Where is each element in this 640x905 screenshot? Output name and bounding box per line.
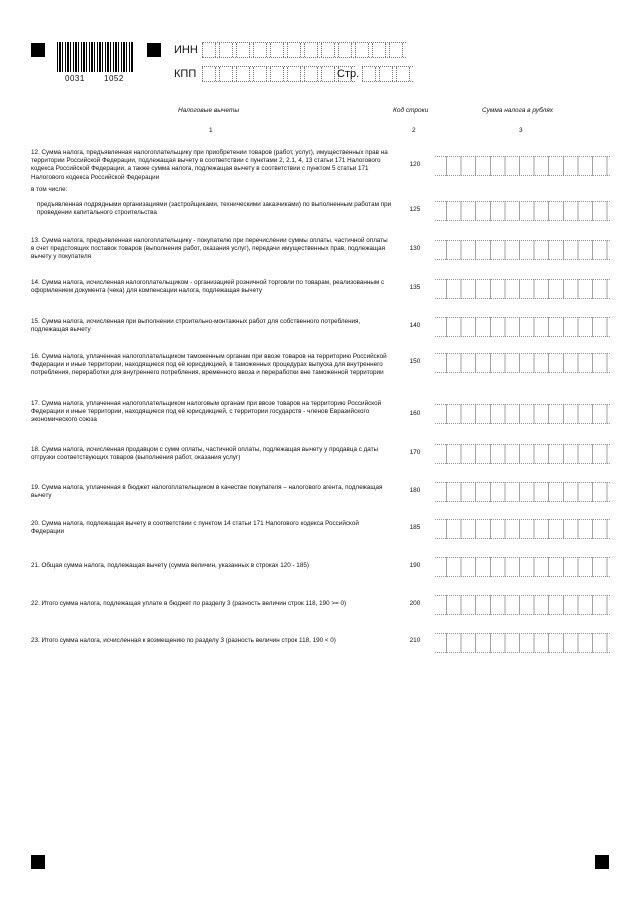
row-160-text: 17. Сумма налога, уплаченная налогоплательщиком налоговым органам при ввозе товаров на территорию Российской Федерации и иные территории, находящиеся под её юрисдикцией, с территории государств - членов Евразийского экономического союза [31,400,382,424]
row-210-text: 23. Итого сумма налога, исчисленная к возмещению по разделу 3 (разность величин строк 118, 190 < 0) [31,637,336,644]
column-number-2: 2 [412,127,416,134]
row-120-code: 120 [409,161,421,168]
row-125-text: предъявленная подрядными организациями (застройщиками, техническими заказчиками) по выполненным работам при проведении капитального строительства [37,201,392,217]
row-150-text: 16. Сумма налога, уплаченная налогоплательщиком таможенным органам при ввозе товаров на территорию Российской Федерации и иные территории, находящиеся под её юрисдикцией, в таможенных процедурах выпуска для внутреннего потребления, переработки для внутреннего потребления, временного ввоза и переработки вне таможенной территории [31,353,387,377]
row-210-code: 210 [409,637,421,644]
column-header-code: Код строки [393,107,429,114]
inn-label: ИНН [174,44,198,56]
column-number-1: 1 [209,127,213,134]
corner-marker-bottom-right [595,855,609,869]
page-number-field[interactable] [362,66,413,82]
row-125-amount-field[interactable] [435,201,610,221]
row-190-amount-field[interactable] [435,557,610,577]
row-150-amount-field[interactable] [435,353,610,373]
page-label: Стр. [337,68,360,80]
inn-field[interactable] [202,42,406,58]
row-130-text: 13. Сумма налога, предъявленная налогоплательщику - покупателю при перечислении суммы оплаты, частичной оплаты в счет предстоящих поставок товаров (выполнения работ, оказания услуг), передачи имущественных прав, подлежащая вычету у покупателя [31,237,388,261]
row-170-text: 18. Сумма налога, исчисленная продавцом с сумм оплаты, частичной оплаты, подлежащая вычету у продавца с даты отгрузки соответствующих товаров (выполнения работ, оказания услуг) [31,446,379,462]
barcode-number-right: 1052 [104,74,124,83]
row-170-amount-field[interactable] [435,444,610,464]
barcode-number-left: 0031 [65,74,85,83]
row-190-text: 21. Общая сумма налога, подлежащая вычету (сумма величин, указанных в строках 120 - 185) [31,562,309,569]
row-140-code: 140 [409,322,421,329]
column-number-3: 3 [519,127,523,134]
kpp-field[interactable] [202,66,355,82]
row-140-amount-field[interactable] [435,317,610,337]
row-150-code: 150 [409,358,421,365]
row-190-code: 190 [409,562,421,569]
row-185-amount-field[interactable] [435,519,610,539]
corner-marker-top-left [31,43,45,57]
row-120-amount-field[interactable] [435,156,610,176]
row-180-amount-field[interactable] [435,482,610,502]
row-135-text: 14. Сумма налога, исчисленная налогоплательщиком - организацией розничной торговли по товарам, реализованным с оформлением документа (чека) для компенсации налога, подлежащая вычету [31,279,385,295]
row-140-text: 15. Сумма налога, исчисленная при выполнении строительно-монтажных работ для собственного потребления, подлежащая вычету [31,318,361,334]
corner-marker-top-middle [147,43,161,57]
row-200-code: 200 [409,600,421,607]
kpp-label: КПП [174,68,197,80]
row-180-code: 180 [409,487,421,494]
row-170-code: 170 [409,449,421,456]
row-185-text: 20. Сумма налога, подлежащая вычету в соответствии с пунктом 14 статьи 171 Налогового кодекса Российской Федерации [31,520,359,536]
row-160-amount-field[interactable] [435,404,610,424]
row-130-amount-field[interactable] [435,240,610,260]
including-label: в том числе: [31,186,68,193]
row-180-text: 19. Сумма налога, уплаченная в бюджет налогоплательщиком в качестве покупателя – налогового агента, подлежащая вычету [31,484,383,500]
row-160-code: 160 [409,410,421,417]
row-200-text: 22. Итого сумма налога, подлежащая уплате в бюджет по разделу 3 (разность величин строк 118, 190 >= 0) [31,600,347,607]
row-135-code: 135 [409,284,421,291]
column-header-amount: Сумма налога в рублях [482,107,554,114]
column-header-deductions: Налоговые вычеты [178,107,240,114]
row-135-amount-field[interactable] [435,279,610,299]
row-210-amount-field[interactable] [435,633,610,653]
row-125-code: 125 [409,206,421,213]
form-barcode [57,42,133,72]
corner-marker-bottom-left [31,855,45,869]
row-200-amount-field[interactable] [435,595,610,615]
row-185-code: 185 [409,524,421,531]
row-130-code: 130 [409,245,421,252]
row-120-text: 12. Сумма налога, предъявленная налогоплательщику при приобретении товаров (работ, услуг), имущественных прав на территории Российской Федерации, подлежащая вычету в соответствии с пунктами 2, 2.1, 4, 13 статьи 171 Налогового кодекса Российской Федерации, а также сумма налога, подлежащая вычету в соответствии с пунктом 5 статьи 171 Налогового кодекса Российской Федерации [31,149,388,181]
